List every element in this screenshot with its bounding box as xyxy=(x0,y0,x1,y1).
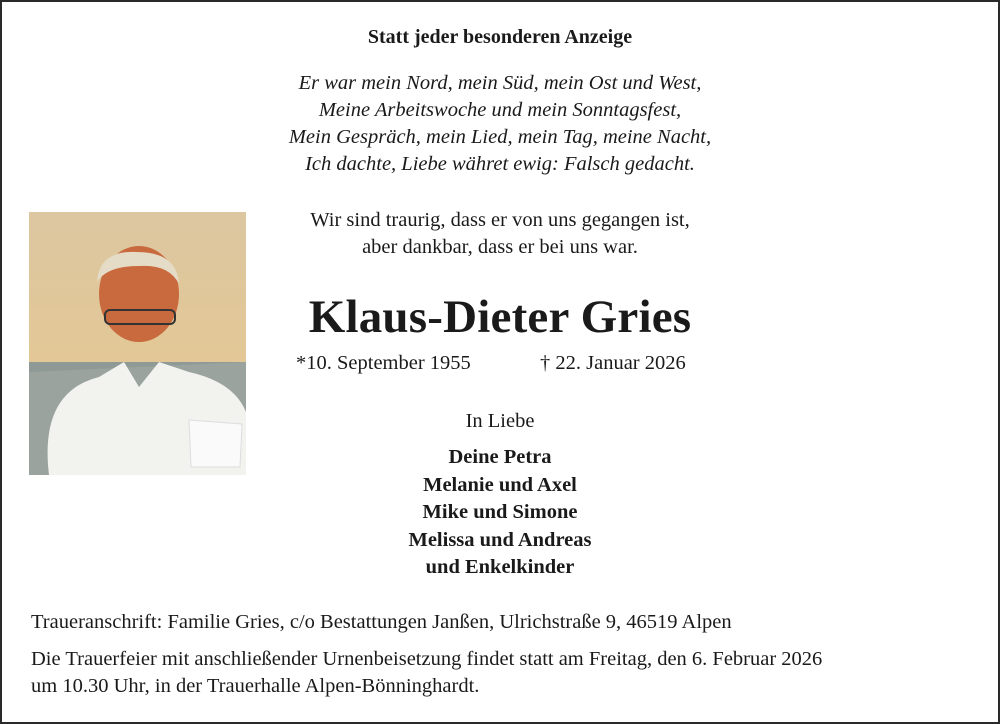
deceased-name: Klaus-Dieter Gries xyxy=(308,291,692,343)
poem xyxy=(0,70,1000,178)
family-member: Deine Petra xyxy=(448,446,552,468)
poem-line: Mein Gespräch, mein Lied, mein Tag, meine Nacht, xyxy=(288,126,712,148)
poem-line: Meine Arbeitswoche und mein Sonntagsfest, xyxy=(318,99,682,121)
ceremony-line: Die Trauerfeier mit anschließender Urnenbeisetzung findet statt am Freitag, den 6. Februar 2026 xyxy=(31,648,823,670)
mourning-address: Traueranschrift: Familie Gries, c/o Bestattungen Janßen, Ulrichstraße 9, 46519 Alpen xyxy=(31,611,732,633)
poem-line: Ich dachte, Liebe währet ewig: Falsch gedacht. xyxy=(305,153,695,175)
family-member: Mike und Simone xyxy=(422,501,578,523)
closing-phrase: In Liebe xyxy=(465,410,535,432)
quote xyxy=(0,207,1000,261)
family-member: und Enkelkinder xyxy=(425,556,575,578)
birth-date: *10. September 1955 xyxy=(296,352,471,374)
family-member: Melanie und Axel xyxy=(423,473,577,496)
poem-line: Er war mein Nord, mein Süd, mein Ost und West, xyxy=(298,72,702,94)
family-list xyxy=(0,444,1000,582)
ceremony-info xyxy=(31,646,822,700)
quote-line: aber dankbar, dass er bei uns war. xyxy=(362,236,638,258)
quote-line: Wir sind traurig, dass er von uns gegangen ist, xyxy=(310,209,690,231)
notice-heading: Statt jeder besonderen Anzeige xyxy=(367,26,633,48)
ceremony-line: um 10.30 Uhr, in der Trauerhalle Alpen-Bönninghardt. xyxy=(31,675,480,697)
family-member: Melissa und Andreas xyxy=(408,528,592,551)
death-date: † 22. Januar 2026 xyxy=(540,352,686,374)
